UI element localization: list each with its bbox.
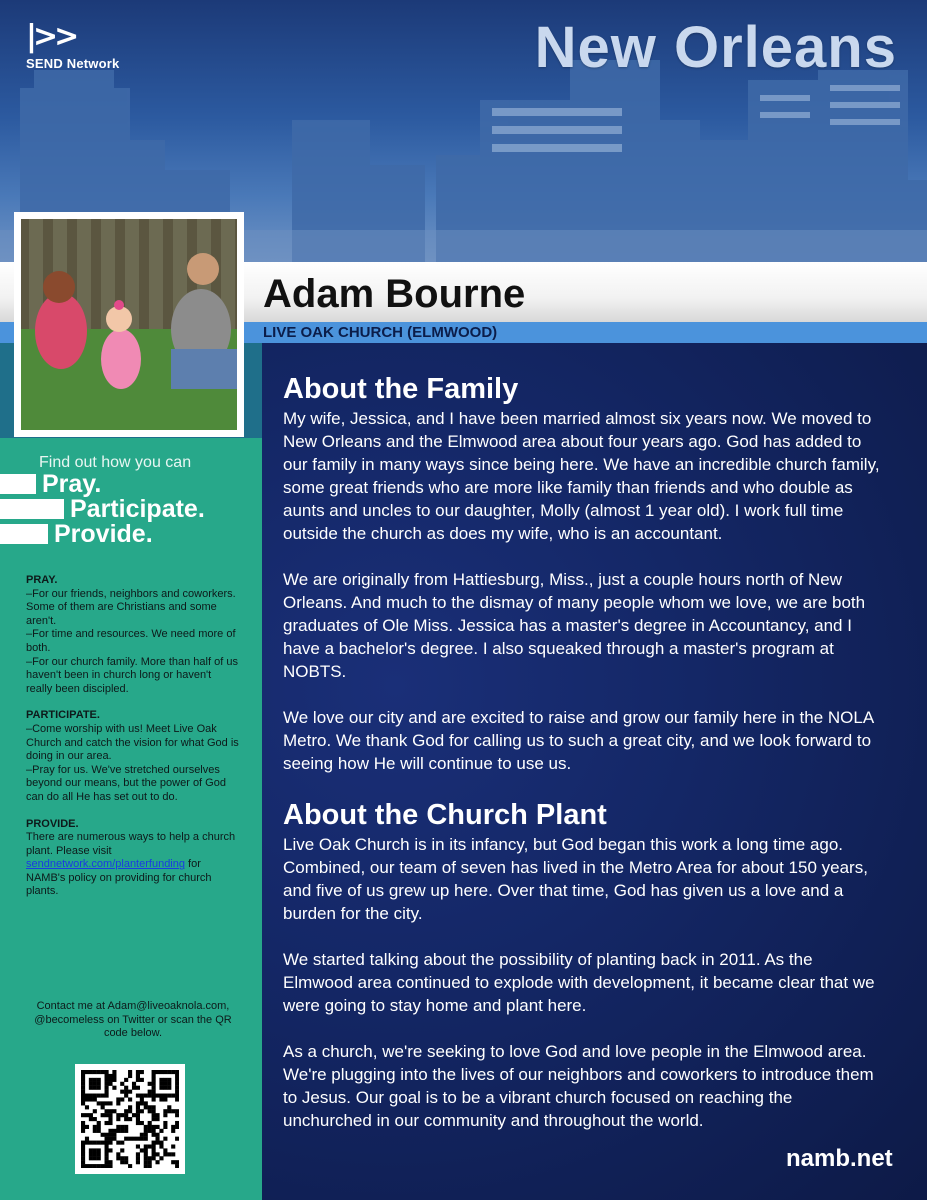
church-name: LIVE OAK CHURCH (ELMWOOD) bbox=[263, 324, 498, 341]
family-paragraph: We love our city and are excited to raise and grow our family here in the NOLA Metro. We thank God for calling us to such a great city, and we look forward to seeing how He will continue to use us. bbox=[283, 708, 874, 773]
qr-code-pattern bbox=[81, 1070, 179, 1168]
participate-block bbox=[26, 709, 240, 804]
plant-paragraph: We started talking about the possibility of planting back in 2011. As the Elmwood area continued to explode with development, it became clear that we were going to stay home and plant here. bbox=[283, 950, 875, 1015]
provide-text bbox=[26, 831, 240, 899]
family-photo bbox=[14, 212, 244, 437]
city-title: New Orleans bbox=[534, 15, 897, 80]
plant-paragraph: As a church, we're seeking to love God and love people in the Elmwood area. We're plugging into the lives of our neighbors and coworkers to introduce them to Jesus. Our goal is to be a vibrant church focused on reaching the unchurched in our community and throughout the world. bbox=[283, 1042, 874, 1130]
family-paragraph: My wife, Jessica, and I have been married almost six years now. We moved to New Orleans and the Elmwood area about four years ago. God has added to our family in many ways since being here. We have an incredible church family, some great friends who are more like family than friends and who double as aunts and uncles to our daughter, Molly (almost 1 year old). I work full time outside the church as does my wife, who is an accountant. bbox=[283, 409, 880, 543]
family-paragraph: We are originally from Hattiesburg, Miss., just a couple hours north of New Orleans. And much to the dismay of many people whom we love, we are both graduates of Ole Miss. Jessica has a master's degree in Accountancy, and I have a bachelor's degree. I also squeaked through a master's program at NOBTS. bbox=[283, 570, 866, 681]
sidebar-text bbox=[26, 574, 240, 912]
planter-name: Adam Bourne bbox=[263, 272, 526, 316]
ppp-provide: Provide. bbox=[54, 520, 153, 548]
provide-heading: PROVIDE. bbox=[26, 817, 79, 830]
plant-heading: About the Church Plant bbox=[283, 799, 607, 831]
pray-line: –For our church family. More than half of us haven't been in church long or haven't really been discipled. bbox=[26, 655, 238, 695]
plant-paragraph: Live Oak Church is in its infancy, but God began this work a long time ago. Combined, our team of seven has lived in the Metro Area for about 150 years, and five of us grew up here. Over that time, God has given us a love and a burden for the city. bbox=[283, 835, 868, 923]
ppp-pray: Pray. bbox=[42, 470, 102, 498]
pray-block bbox=[26, 574, 240, 696]
provide-text-after: for NAMB's policy on providing for church plants. bbox=[26, 858, 212, 898]
participate-line: –Come worship with us! Meet Live Oak Church and catch the vision for what God is doing in our area. bbox=[26, 722, 239, 763]
pray-heading: PRAY. bbox=[26, 574, 58, 586]
family-heading: About the Family bbox=[283, 373, 519, 405]
main-content bbox=[283, 372, 883, 1155]
provide-block bbox=[26, 818, 240, 900]
contact-info: Contact me at Adam@liveoaknola.com, @becomeless on Twitter or scan the QR code below. bbox=[34, 1000, 232, 1040]
namb-brand: namb.net bbox=[786, 1145, 893, 1172]
participate-line: –Pray for us. We've stretched ourselves beyond our means, but the power of God can do all He has set out to do. bbox=[26, 763, 226, 803]
send-chevron-icon: |>> bbox=[26, 19, 76, 54]
find-out-text: Find out how you can bbox=[39, 454, 192, 471]
qr-code[interactable] bbox=[75, 1064, 185, 1174]
ppp-participate: Participate. bbox=[70, 495, 205, 523]
provide-text-before: There are numerous ways to help a church plant. Please visit bbox=[26, 831, 236, 857]
pray-line: –For our friends, neighbors and coworkers. Some of them are Christians and some aren't. bbox=[26, 587, 236, 627]
participate-heading: PARTICIPATE. bbox=[26, 709, 100, 722]
pray-line: –For time and resources. We need more of both. bbox=[26, 628, 236, 654]
ppp-bar-2 bbox=[0, 499, 64, 519]
ppp-bar-3 bbox=[0, 524, 48, 544]
ppp-bar-1 bbox=[0, 474, 36, 494]
send-network-logo[interactable] bbox=[26, 19, 120, 71]
family-photo-image bbox=[21, 219, 237, 430]
logo-label: SEND Network bbox=[26, 56, 120, 71]
planter-funding-link[interactable]: sendnetwork.com/planterfunding bbox=[26, 858, 185, 871]
